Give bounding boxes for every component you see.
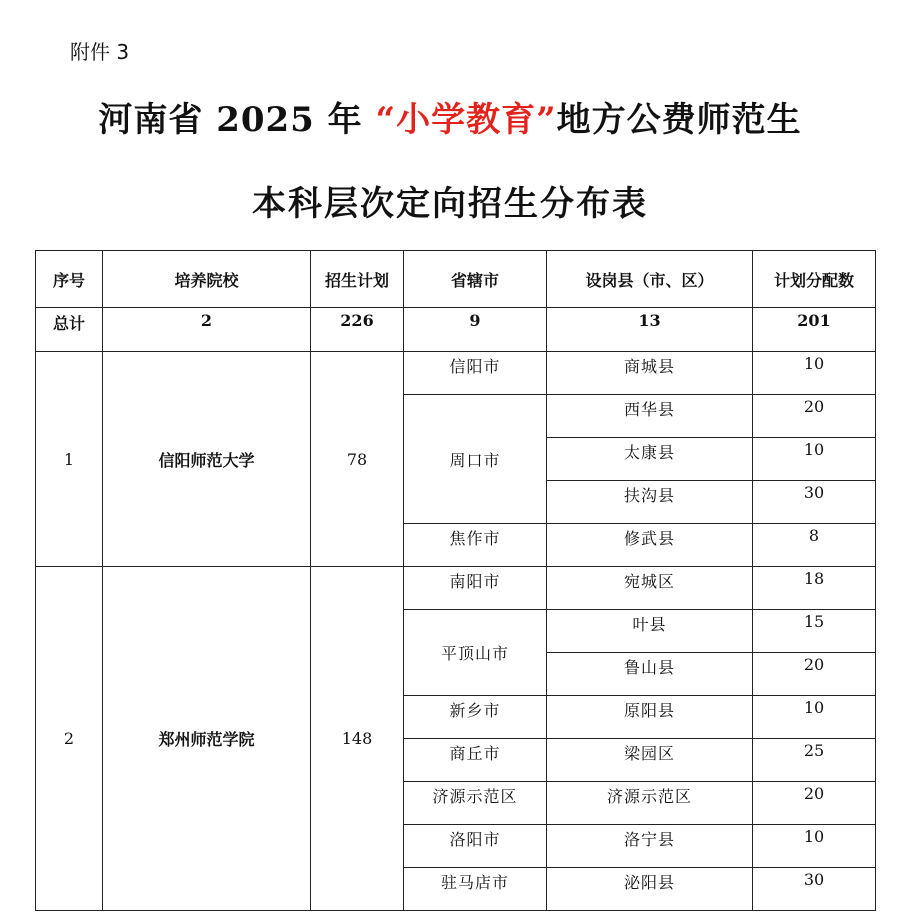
document-title-line2: 本科层次定向招生分布表 <box>252 184 648 224</box>
institution-name: 郑州师范学院 <box>103 567 311 911</box>
institution-index: 1 <box>36 352 103 567</box>
county-name: 西华县 <box>547 395 753 438</box>
header-county: 设岗县（市、区） <box>547 251 753 308</box>
county-name: 修武县 <box>547 524 753 567</box>
city-name: 平顶山市 <box>404 610 547 696</box>
county-allocation: 8 <box>753 524 876 567</box>
total-schools: 2 <box>103 308 311 352</box>
institution-index: 2 <box>36 567 103 911</box>
institution-plan: 148 <box>311 567 404 911</box>
city-name: 信阳市 <box>404 352 547 395</box>
city-name: 驻马店市 <box>404 868 547 911</box>
county-allocation: 10 <box>753 352 876 395</box>
county-name: 泌阳县 <box>547 868 753 911</box>
county-name: 太康县 <box>547 438 753 481</box>
total-row <box>36 308 876 352</box>
city-name: 焦作市 <box>404 524 547 567</box>
city-name: 新乡市 <box>404 696 547 739</box>
county-allocation: 20 <box>753 395 876 438</box>
county-allocation: 20 <box>753 653 876 696</box>
county-name: 商城县 <box>547 352 753 395</box>
county-allocation: 10 <box>753 438 876 481</box>
total-cities: 9 <box>404 308 547 352</box>
city-name: 洛阳市 <box>404 825 547 868</box>
county-allocation: 25 <box>753 739 876 782</box>
city-name: 南阳市 <box>404 567 547 610</box>
county-name: 梁园区 <box>547 739 753 782</box>
city-name: 商丘市 <box>404 739 547 782</box>
attachment-label: 附件 3 <box>70 40 130 64</box>
table-row <box>36 352 876 395</box>
header-allocation: 计划分配数 <box>753 251 876 308</box>
distribution-table <box>35 250 876 911</box>
title-highlight: “小学教育” <box>375 100 557 140</box>
county-name: 原阳县 <box>547 696 753 739</box>
county-allocation: 10 <box>753 696 876 739</box>
table-row <box>36 567 876 610</box>
total-plan: 226 <box>311 308 404 352</box>
county-name: 济源示范区 <box>547 782 753 825</box>
county-allocation: 30 <box>753 481 876 524</box>
header-institution: 培养院校 <box>103 251 311 308</box>
county-name: 扶沟县 <box>547 481 753 524</box>
document-title-line1 <box>0 92 900 141</box>
city-name: 济源示范区 <box>404 782 547 825</box>
institution-plan: 78 <box>311 352 404 567</box>
institution-name: 信阳师范大学 <box>103 352 311 567</box>
county-name: 宛城区 <box>547 567 753 610</box>
total-allocation: 201 <box>753 308 876 352</box>
total-label: 总计 <box>36 308 103 352</box>
table-header-row <box>36 251 876 308</box>
city-name: 周口市 <box>404 395 547 524</box>
county-allocation: 10 <box>753 825 876 868</box>
total-counties: 13 <box>547 308 753 352</box>
county-allocation: 15 <box>753 610 876 653</box>
header-plan: 招生计划 <box>311 251 404 308</box>
county-allocation: 18 <box>753 567 876 610</box>
county-allocation: 30 <box>753 868 876 911</box>
county-name: 叶县 <box>547 610 753 653</box>
county-name: 洛宁县 <box>547 825 753 868</box>
county-allocation: 20 <box>753 782 876 825</box>
header-index: 序号 <box>36 251 103 308</box>
header-city: 省辖市 <box>404 251 547 308</box>
title-prefix: 河南省 2025 年 <box>98 100 363 140</box>
county-name: 鲁山县 <box>547 653 753 696</box>
title-suffix: 地方公费师范生 <box>556 100 802 140</box>
